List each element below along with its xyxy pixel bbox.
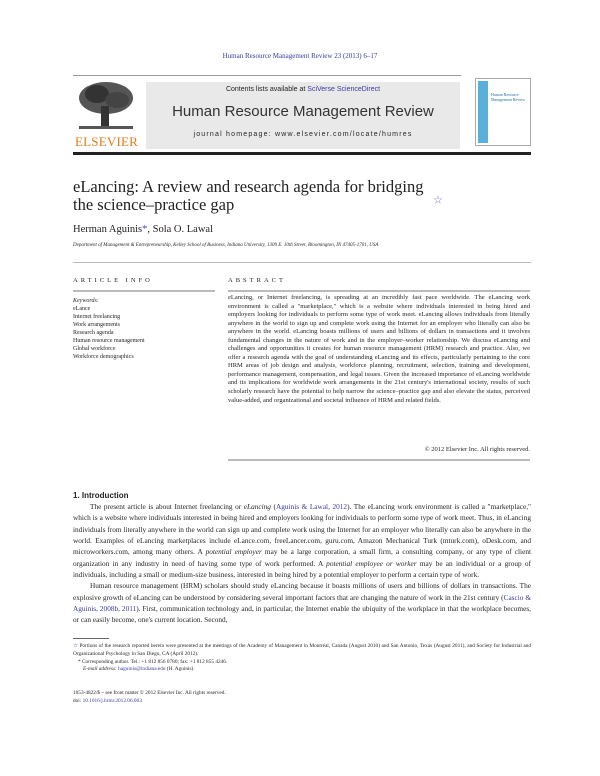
journal-header: [146, 82, 460, 149]
doi-link[interactable]: 10.1016/j.hrmr.2012.06.003: [82, 697, 142, 704]
author-1: Herman Aguinis: [73, 224, 143, 235]
journal-reference[interactable]: Human Resource Management Review 23 (2013) 6–17: [222, 52, 378, 60]
contents-prefix: Contents lists available at: [225, 86, 308, 93]
abstract-copyright: © 2012 Elsevier Inc. All rights reserved.: [424, 446, 530, 453]
authors: [73, 224, 213, 235]
footnotes: [73, 643, 531, 674]
journal-homepage[interactable]: journal homepage: www.elsevier.com/locate/humres: [193, 131, 413, 138]
journal-cover-thumbnail: [475, 78, 531, 146]
keyword: Workforce demographics: [73, 354, 134, 360]
sciencedirect-link[interactable]: SciVerse ScienceDirect: [307, 86, 381, 93]
divider: [73, 75, 461, 76]
elsevier-logo: [73, 78, 140, 150]
keyword: Research agenda: [73, 330, 114, 336]
publisher-logo-text: ELSEVIER: [75, 134, 138, 149]
abstract-heading: ABSTRACT: [228, 277, 286, 284]
divider: [228, 290, 530, 292]
keyword: Work arrangements: [73, 322, 120, 328]
doi-line: doi: 10.1016/j.hrmr.2012.06.003: [73, 697, 142, 704]
keyword: Global workforce: [73, 346, 116, 352]
article-title: [73, 178, 443, 214]
author-2: , Sola O. Lawal: [147, 224, 213, 235]
section-heading: 1. Introduction: [73, 491, 129, 500]
citation-link[interactable]: Aguinis & Lawal, 2012: [275, 502, 348, 511]
cover-band: [478, 81, 488, 143]
keywords-list: [73, 297, 145, 361]
issn-line: 1053-4822/$ – see front matter © 2012 Elsevier Inc. All rights reserved.: [73, 690, 226, 696]
corresponding-mark[interactable]: *: [142, 224, 148, 235]
title-text: eLancing: A review and research agenda for bridging the science–practice gap: [73, 177, 424, 214]
keyword: Human resource management: [73, 338, 145, 344]
tree-icon: [77, 80, 135, 130]
front-matter: [73, 690, 226, 706]
divider: [73, 290, 215, 292]
divider: [73, 262, 531, 263]
body-text: [73, 501, 531, 626]
footnote-divider: [73, 638, 109, 639]
keywords-label: Keywords:: [73, 298, 99, 304]
affiliation: Department of Management & Entrepreneurship, Kelley School of Business, Indiana University, 1309 E. 10th Street, Bloomington, IN 47405-1701, USA: [73, 243, 379, 248]
paragraph: Human resource management (HRM) scholars should study eLancing because it boasts millions of users and billions of dollars in transactions. The explosive growth of eLancing can be understood by considering several important factors that are changing the nature of work in the 21st century (Cascio & Aguinis, 2008b, 2011). First, communication technology and, in particular, the Internet enable the ubiquity of the workplace in that the workplace becomes, or can easily become, one's current location. Second,: [73, 581, 531, 625]
footnote-corresponding: * Corresponding author. Tel.: +1 812 856 0780; fax: +1 812 855 4246.: [78, 658, 228, 665]
cover-title: Human Resource Management Review: [491, 92, 526, 102]
email-link[interactable]: haguinis@indiana.edu: [118, 666, 166, 673]
header-rule: [73, 152, 531, 155]
citation-link[interactable]: Cascio & Aguinis, 2008b, 2011: [73, 592, 531, 614]
journal-title: Human Resource Management Review: [172, 103, 434, 120]
divider: [228, 459, 530, 461]
keyword: eLance: [73, 306, 91, 312]
footnote-star: ☆ Portions of the research reported herein were presented at the meetings of the Academy of Management in Montréal, Canada (August 2010) and San Antonio, Texas (August 2011), and Society for Industrial and Organizational Psychology in San Diego, CA (April 2012).: [73, 643, 532, 657]
article-info-heading: ARTICLE INFO: [73, 277, 153, 284]
paragraph: The present article is about Internet freelancing or eLancing (Aguinis & Lawal, 2012). The eLancing work environment is called a "marketplace," which is a website where individuals interested in being hired and employers looking for individuals to perform some type of work meet. Thus, in eLancing individuals from literally anywhere in the world can sign up and complete work using the Internet for an employer who literally can also be anywhere in the world. Examples of eLancing marketplaces include eLance.com, freeLancer.com, guru.com, Amazon Mechanical Turk (mturk.com), oDesk.com, and microworkers.com, among many others. A potential employer may be a large corporation, a small firm, a consulting company, or any type of client organization in any industry in need of having some type of work performed. A potential employee or worker may be an individual or a group of individuals, including a small or medium-size business, interested in being hired by a potential employer to perform a certain type of work.: [73, 502, 531, 580]
title-footnote-star[interactable]: ☆: [433, 194, 443, 207]
contents-line: [146, 86, 460, 93]
abstract-text: eLancing, or Internet freelancing, is spreading at an incredibly fast pace worldwide. The eLancing work environment is called a "marketplace," which is a website where individuals interested in being hired and employers looking for individuals to perform some type of work meet. eLancing allows individuals from literally anywhere in the world to sign up and complete work using the Internet for an employer who literally can also be anywhere in the world. eLancing boasts millions of users and billions of dollars in transactions and it involves fundamental changes in the nature of work and in the employer–worker relationship. We discuss eLancing and challenges and opportunities it creates for human resource management (HRM) research and practice. Also, we offer a research agenda with the goal of understanding eLancing and its effects, particularly pertaining to the core HRM areas of job design and analysis, workforce planning, recruitment, selection, training and development, performance management, compensation, and legal issues. Given the increased importance of eLancing worldwide and its implications for worldwide work arrangements in the 21st century's international society, results of such scholarly research have the potential to help narrow the science–practice gap and also elevate the status, perceived value-added, and organizational and societal influence of HRM and related fields.: [228, 294, 530, 404]
keyword: Internet freelancing: [73, 314, 121, 320]
footnote-email: E-mail address: haguinis@indiana.edu (H. Aguinis).: [83, 666, 195, 673]
